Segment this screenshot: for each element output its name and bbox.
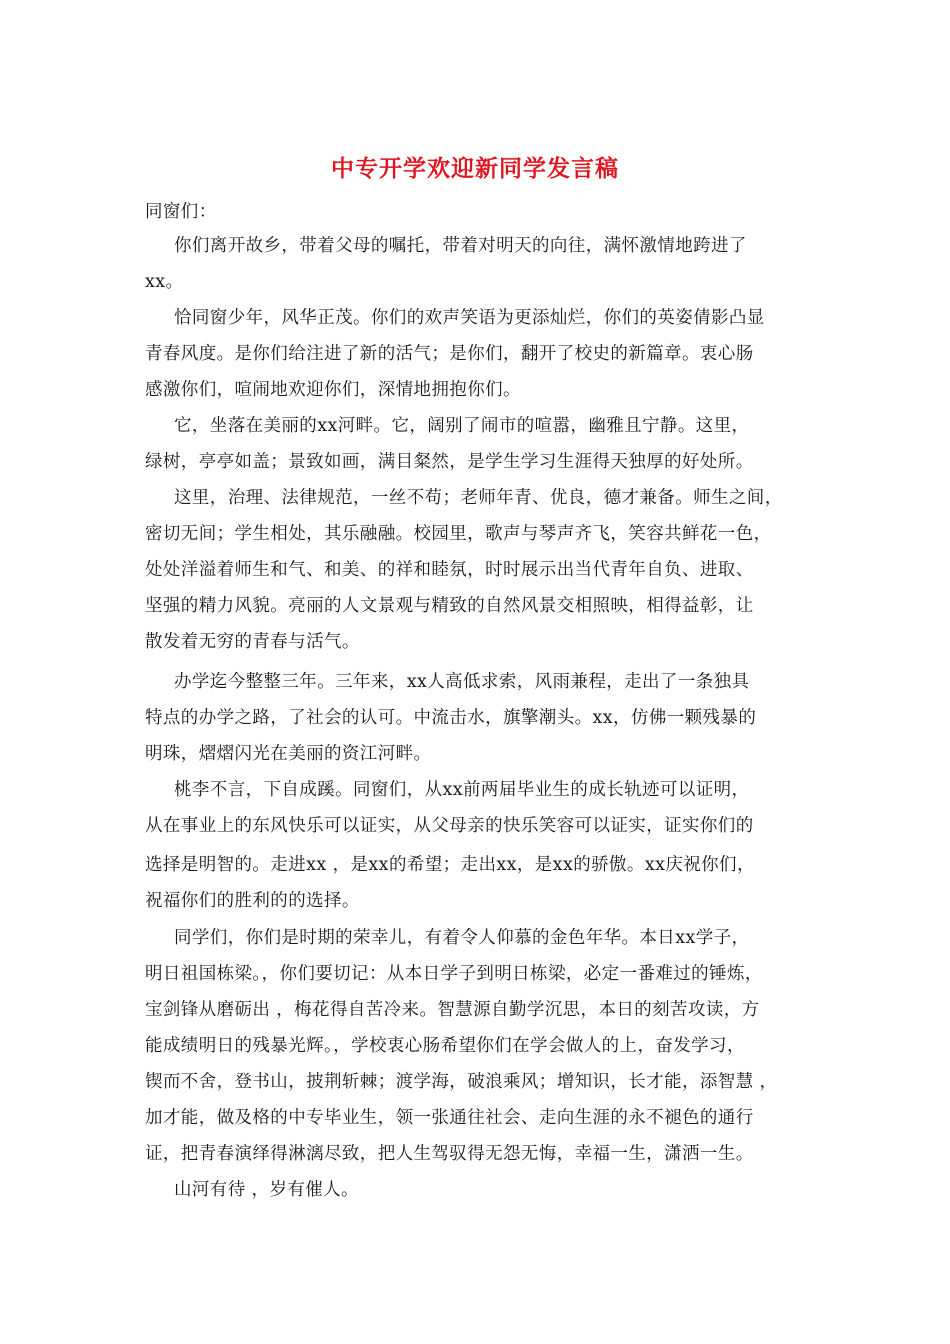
text-line: 散发着无穷的青春与活气。 xyxy=(145,632,360,652)
text-line: 能成绩明日的残暴光辉。，学校衷心肠希望你们在学会做人的上，奋发学习， xyxy=(145,1036,745,1056)
text-line: 坚强的精力风貌。亮丽的人文景观与精致的自然风景交相照映，相得益彰，让 xyxy=(145,596,754,616)
text-line: 密切无间；学生相处，其乐融融。校园里，歌声与琴声齐飞，笑容共鲜花一色， xyxy=(145,524,772,544)
text-line: 绿树，亭亭如盖；景致如画，满目粲然，是学生学习生涯得天独厚的好处所。 xyxy=(145,452,754,472)
text-line: 明珠，熠熠闪光在美丽的资江河畔。 xyxy=(145,744,432,764)
text-line: 加才能，做及格的中专毕业生，领一张通往社会、走向生涯的永不褪色的通行 xyxy=(145,1108,754,1128)
text-line: 桃李不言，下自成蹊。同窗们，从xx前两届毕业生的成长轨迹可以证明， xyxy=(174,780,750,800)
text-line: 办学迄今整整三年。三年来，xx人高低求索，风雨兼程，走出了一条独具 xyxy=(174,672,750,692)
text-line: 祝福你们的胜利的的选择。 xyxy=(145,891,360,911)
text-line: 宝剑锋从磨砺出 ，梅花得自苦冷来。智慧源自勤学沉思，本日的刻苦攻读，方 xyxy=(145,1000,760,1020)
text-line: 明日祖国栋梁。，你们要切记：从本日学子到明日栋梁，必定一番难过的锤炼， xyxy=(145,964,763,984)
text-line: 这里，治理、法律规范，一丝不苟；老师年青、优良，德才兼备。师生之间， xyxy=(174,488,783,508)
text-line: 特点的办学之路，了社会的认可。中流击水，旗擎潮头。xx，仿佛一颗残暴的 xyxy=(145,708,757,728)
text-line: xx。 xyxy=(145,272,184,292)
text-line: 青春风度。是你们给注进了新的活气；是你们，翻开了校史的新篇章。衷心肠 xyxy=(145,344,754,364)
text-line: 山河有待 ，岁有催人。 xyxy=(174,1180,359,1200)
text-line: 锲而不舍，登书山，披荆斩棘；渡学海，破浪乘风；增知识，长才能，添智慧 ， xyxy=(145,1072,778,1092)
text-line: 你们离开故乡，带着父母的嘱托，带着对明天的向往，满怀激情地跨进了 xyxy=(174,236,747,256)
text-line: 感激你们，喧闹地欢迎你们，深情地拥抱你们。 xyxy=(145,380,521,400)
text-line: 它，坐落在美丽的xx河畔。它，阔别了闹市的喧嚣，幽雅且宁静。这里， xyxy=(174,416,750,436)
text-line: 证，把青春演绎得淋漓尽致，把人生驾驭得无怨无悔，幸福一生，潇洒一生。 xyxy=(145,1144,754,1164)
text-line: 从在事业上的东风快乐可以证实，从父母亲的快乐笑容可以证实，证实你们的 xyxy=(145,816,754,836)
text-line: 同学们，你们是时期的荣幸儿，有着令人仰慕的金色年华。本日xx学子， xyxy=(174,928,750,948)
text-line: 处处洋溢着师生和气、和美、的祥和睦氛，时时展示出当代青年自负、进取、 xyxy=(145,560,754,580)
document-title: 中专开学欢迎新同学发言稿 xyxy=(331,155,619,182)
text-line: 选择是明智的。走进xx ，是xx的希望；走出xx，是xx的骄傲。xx庆祝你们， xyxy=(145,855,755,875)
text-line: 同窗们： xyxy=(145,202,217,222)
text-line: 恰同窗少年，风华正茂。你们的欢声笑语为更添灿烂，你们的英姿倩影凸显 xyxy=(174,308,765,328)
